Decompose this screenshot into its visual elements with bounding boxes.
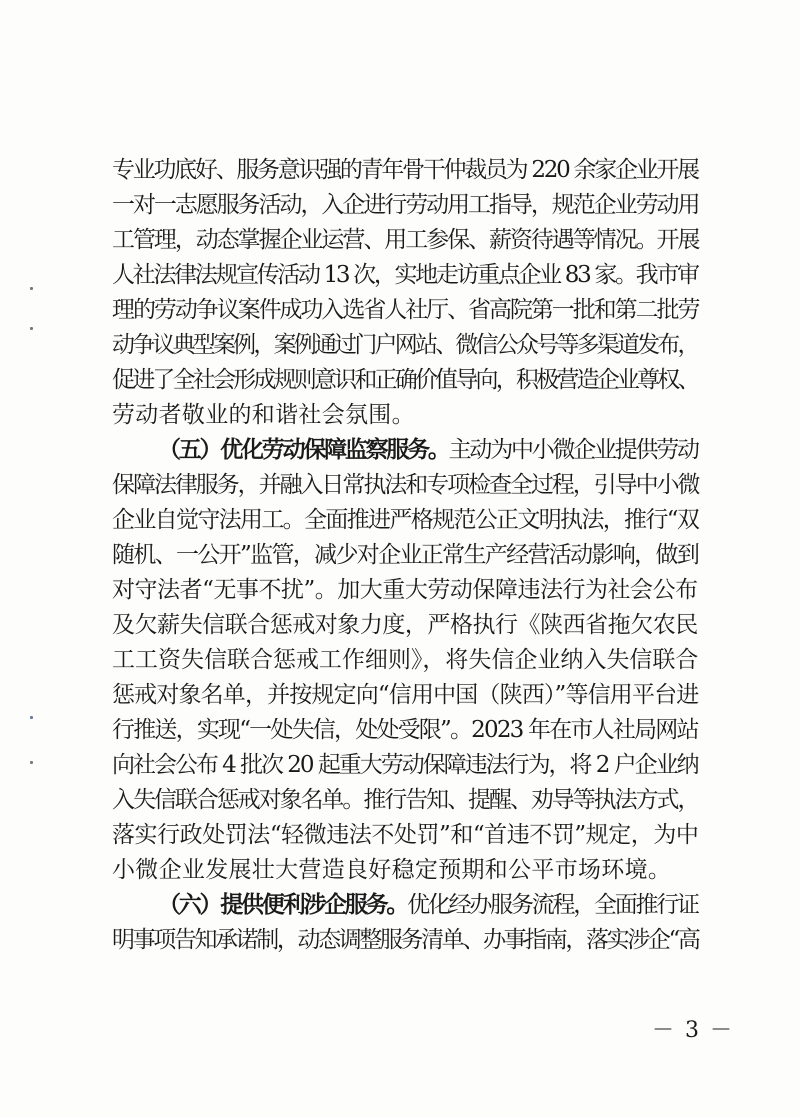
paragraph-line: 小微企业发展壮大营造良好稳定预期和公平市场环境。 <box>112 857 672 883</box>
paragraph-line: 明事项告知承诺制，动态调整服务清单、办事指南，落实涉企“高 <box>112 927 699 953</box>
paragraph-line: 专业功底好、服务意识强的青年骨干仲裁员为 220 余家企业开展 <box>112 157 698 183</box>
page-number: － 3 － <box>652 1018 734 1043</box>
paragraph-line: 理的劳动争议案件成功入选省人社厅、省高院第一批和第二批劳 <box>112 297 699 323</box>
paragraph-line: 工管理，动态掌握企业运营、用工参保、薪资待遇等情况。开展 <box>112 227 699 253</box>
section-5-first-line <box>158 432 698 468</box>
section-5-heading: （五）优化劳动保障监察服务。 <box>158 436 449 463</box>
section-6-heading: （六）提供便利涉企服务。 <box>158 891 408 918</box>
paragraph-line: 劳动者敬业的和谐社会氛围。 <box>112 402 415 428</box>
paragraph-line: 惩戒对象名单，并按规定向“信用中国（陕西）”等信用平台进 <box>112 682 699 708</box>
binding-mark <box>30 327 33 330</box>
binding-mark <box>30 761 33 764</box>
paragraph-line: 动争议典型案例，案例通过门户网站、微信公众号等多渠道发布， <box>112 332 698 358</box>
binding-mark <box>30 287 33 290</box>
paragraph-line: 对守法者“无事不扰”。加大重大劳动保障违法行为社会公布 <box>112 577 698 603</box>
paragraph-line: 保障法律服务，并融入日常执法和专项检查全过程，引导中小微 <box>112 472 699 498</box>
paragraph-line: 促进了全社会形成规则意识和正确价值导向，积极营造企业尊权、 <box>112 367 698 393</box>
paragraph-line: 向社会公布 4 批次 20 起重大劳动保障违法行为，将 2 户企业纳 <box>112 752 698 778</box>
paragraph-line: 及欠薪失信联合惩戒对象力度，严格执行《陕西省拖欠农民 <box>112 612 698 638</box>
paragraph-line: 入失信联合惩戒对象名单。推行告知、提醒、劝导等执法方式， <box>112 787 699 813</box>
section-5-first-text: 主动为中小微企业提供劳动 <box>448 437 698 463</box>
paragraph-line: 企业自觉守法用工。全面推进严格规范公正文明执法，推行“双 <box>112 507 699 533</box>
paragraph-line: 随机、一公开”监管，减少对企业正常生产经营活动影响，做到 <box>112 542 699 568</box>
section-6-first-line <box>158 887 698 923</box>
paragraph-line: 工工资失信联合惩戒工作细则》，将失信企业纳入失信联合 <box>112 647 699 673</box>
section-6-first-text: 优化经办服务流程，全面推行证 <box>407 892 698 918</box>
paragraph-line: 落实行政处罚法“轻微违法不处罚”和“首违不罚”规定，为中 <box>112 822 699 848</box>
paragraph-line: 一对一志愿服务活动，入企进行劳动用工指导，规范企业劳动用 <box>112 192 699 218</box>
paragraph-line: 人社法律法规宣传活动 13 次，实地走访重点企业 83 家。我市审 <box>112 262 698 288</box>
paragraph-line: 行推送，实现“一处失信，处处受限”。2023 年在市人社局网站 <box>112 717 698 743</box>
binding-mark <box>30 716 33 719</box>
